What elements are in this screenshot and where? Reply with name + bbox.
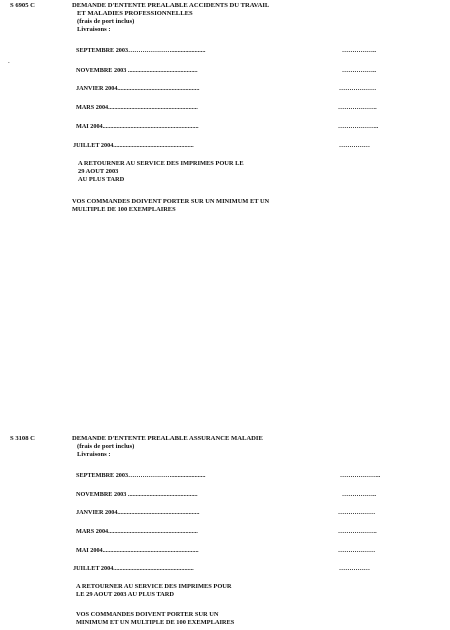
quantity-field[interactable]: ……………… (338, 547, 376, 554)
delivery-month: SEPTEMBRE 2003…………………...................... (76, 47, 206, 54)
delivery-row (76, 123, 391, 131)
shipping-note: (frais de port inclus) (77, 18, 135, 25)
delivery-month: NOVEMBRE 2003 ............................................. (76, 491, 198, 498)
delivery-month: MARS 2004.......................................................... (76, 528, 198, 535)
delivery-month: NOVEMBRE 2003 ............................................. (76, 67, 198, 74)
delivery-row (73, 142, 388, 150)
quantity-field[interactable]: …………….. (342, 491, 377, 498)
delivery-row (76, 67, 391, 75)
delivery-row (76, 472, 391, 480)
quantity-field[interactable]: …………… (339, 142, 370, 149)
order-notice: VOS COMMANDES DOIVENT PORTER SUR UN MINIMUM ET UN MULTIPLE DE 100 EXEMPLAIRES (72, 198, 270, 213)
form-title (72, 435, 263, 459)
delivery-month: MAI 2004.............................................................. (76, 547, 199, 554)
delivery-row (73, 565, 388, 573)
delivery-month: MAI 2004.............................................................. (76, 123, 199, 130)
quantity-field[interactable]: ………………. (338, 528, 377, 535)
title-line: DEMANDE D'ENTENTE PREALABLE ACCIDENTS DU TRAVAIL (72, 2, 270, 9)
delivery-month: JANVIER 2004..................................................... (76, 509, 200, 516)
delivery-month: MARS 2004.......................................................... (76, 104, 198, 111)
order-notice: VOS COMMANDES DOIVENT PORTER SUR UN MINIMUM ET UN MULTIPLE DE 100 EXEMPLAIRES (76, 611, 235, 626)
delivery-row (76, 547, 391, 555)
delivery-month: JUILLET 2004.................................................... (73, 142, 194, 149)
quantity-field[interactable]: ……………….. (340, 472, 381, 479)
delivery-row (76, 104, 391, 112)
form-title (72, 2, 269, 34)
shipping-note: (frais de port inclus) (77, 443, 135, 450)
stray-mark: . (8, 57, 10, 65)
delivery-row (76, 528, 391, 536)
quantity-field[interactable]: ……………… (339, 85, 377, 92)
quantity-field[interactable]: …………….. (342, 47, 377, 54)
quantity-field[interactable]: ………………. (338, 104, 377, 111)
delivery-row (76, 47, 391, 55)
delivery-row (76, 491, 391, 499)
quantity-field[interactable]: ……………….. (338, 123, 379, 130)
quantity-field[interactable]: …………… (339, 565, 370, 572)
quantity-field[interactable]: ……………… (338, 509, 376, 516)
return-notice: A RETOURNER AU SERVICE DES IMPRIMES POUR LE 29 AOUT 2003 AU PLUS TARD (76, 583, 232, 598)
deliveries-label: Livraisons : (77, 451, 111, 458)
title-line: ET MALADIES PROFESSIONNELLES (77, 10, 193, 17)
delivery-row (76, 85, 391, 93)
delivery-month: JANVIER 2004..................................................... (76, 85, 200, 92)
title-line: DEMANDE D'ENTENTE PREALABLE ASSURANCE MALADIE (72, 435, 263, 442)
delivery-month: SEPTEMBRE 2003…………………...................... (76, 472, 206, 479)
deliveries-label: Livraisons : (77, 26, 111, 33)
delivery-month: JUILLET 2004.................................................... (73, 565, 194, 572)
form-code: S 3108 C (10, 435, 35, 442)
delivery-row (76, 509, 391, 517)
quantity-field[interactable]: …………….. (342, 67, 377, 74)
return-notice: A RETOURNER AU SERVICE DES IMPRIMES POUR LE 29 AOUT 2003 AU PLUS TARD (78, 160, 244, 183)
form-code: S 6905 C (10, 2, 35, 9)
